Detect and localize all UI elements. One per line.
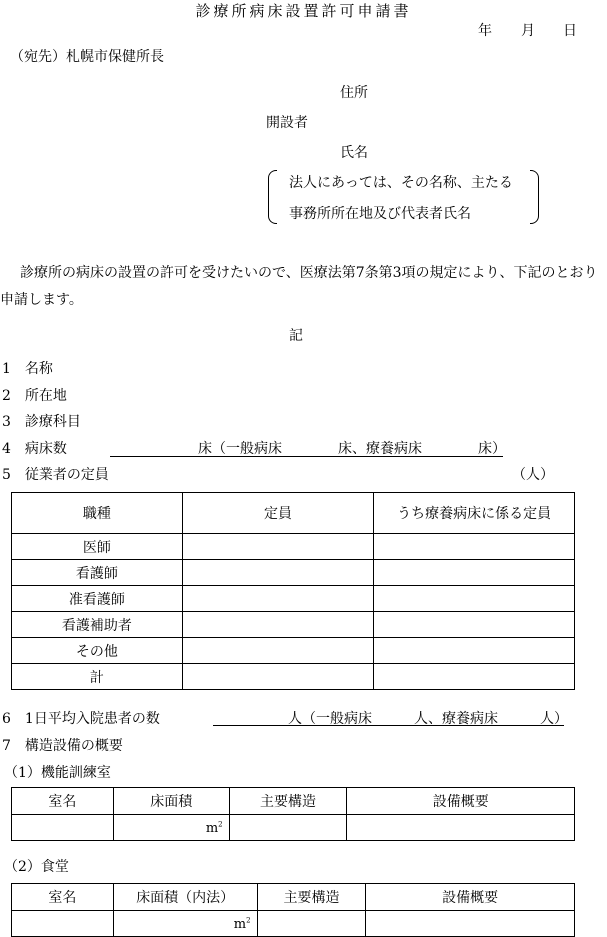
staff-row-label: 計	[12, 664, 183, 690]
staff-unit: （人）	[512, 467, 554, 483]
staff-cell[interactable]	[374, 664, 575, 690]
staff-row-label: 看護補助者	[12, 612, 183, 638]
training-header-room: 室名	[12, 788, 114, 815]
dining-room-label: （2）食堂	[4, 859, 69, 875]
dining-area-cell[interactable]	[113, 911, 257, 937]
corporation-note-line1: 法人にあっては、その名称、主たる	[289, 175, 513, 191]
staff-cell[interactable]	[182, 560, 374, 586]
staff-table	[11, 492, 575, 690]
name-label: 氏名	[340, 145, 368, 161]
square-meter-unit: $m^2$	[233, 916, 251, 932]
body-paragraph-line2: 申請します。	[0, 292, 83, 308]
founder-label: 開設者	[266, 115, 308, 131]
date-year: 年	[478, 23, 492, 39]
dining-cell[interactable]	[366, 911, 575, 937]
dining-cell[interactable]	[12, 911, 114, 937]
date-day: 日	[563, 23, 577, 39]
training-header-equipment: 設備概要	[347, 788, 575, 815]
date-month: 月	[521, 23, 535, 39]
ki-heading: 記	[289, 328, 303, 344]
staff-header-capacity: 定員	[182, 493, 374, 534]
training-cell[interactable]	[229, 815, 347, 841]
page-title: 診療所病床設置許可申請書	[195, 2, 412, 20]
item-structure-label: 7 構造設備の概要	[2, 738, 123, 754]
staff-header-job: 職種	[12, 493, 183, 534]
staff-header-longterm: うち療養病床に係る定員	[374, 493, 575, 534]
dining-header-equipment: 設備概要	[366, 884, 575, 911]
staff-cell[interactable]	[182, 534, 374, 560]
item-bed-count-value: 床（一般病床 床、療養病床 床）	[198, 441, 506, 457]
training-cell[interactable]	[12, 815, 114, 841]
item-staff-label: 5 従業者の定員	[2, 467, 109, 483]
staff-row-label: 准看護師	[12, 586, 183, 612]
staff-row-label: 医師	[12, 534, 183, 560]
left-bracket	[268, 170, 277, 224]
body-paragraph-line1: 診療所の病床の設置の許可を受けたいので、医療法第7条第3項の規定により、下記のとおり	[20, 265, 598, 281]
staff-cell[interactable]	[182, 664, 374, 690]
dining-table	[11, 883, 575, 937]
training-room-label: （1）機能訓練室	[4, 765, 111, 781]
addressee: （宛先）札幌市保健所長	[10, 49, 164, 65]
dining-header-area: 床面積（内法）	[113, 884, 257, 911]
square-meter-unit: $m^2$	[205, 820, 223, 836]
training-header-area: 床面積	[113, 788, 229, 815]
dining-header-room: 室名	[12, 884, 114, 911]
item-avg-patients-value: 人（一般病床 人、療養病床 人）	[288, 711, 568, 727]
staff-cell[interactable]	[374, 612, 575, 638]
dining-cell[interactable]	[257, 911, 366, 937]
address-label: 住所	[340, 85, 368, 101]
item-departments: 3 診療科目	[2, 414, 81, 430]
staff-cell[interactable]	[374, 534, 575, 560]
training-cell[interactable]	[347, 815, 575, 841]
avg-patients-underline	[213, 725, 564, 726]
item-location: 2 所在地	[2, 388, 67, 404]
training-area-cell[interactable]	[113, 815, 229, 841]
item-bed-count-label: 4 病床数	[2, 441, 67, 457]
staff-row-label: その他	[12, 638, 183, 664]
bed-count-underline	[110, 456, 503, 457]
staff-cell[interactable]	[182, 586, 374, 612]
staff-cell[interactable]	[182, 638, 374, 664]
staff-cell[interactable]	[374, 560, 575, 586]
staff-row-label: 看護師	[12, 560, 183, 586]
dining-header-structure: 主要構造	[257, 884, 366, 911]
staff-cell[interactable]	[182, 612, 374, 638]
training-room-table	[11, 787, 575, 841]
item-name: 1 名称	[2, 361, 53, 377]
right-bracket	[530, 170, 539, 224]
staff-cell[interactable]	[374, 638, 575, 664]
corporation-note-line2: 事務所所在地及び代表者氏名	[289, 206, 471, 222]
training-header-structure: 主要構造	[229, 788, 347, 815]
item-avg-patients-label: 6 1日平均入院患者の数	[2, 711, 160, 727]
staff-cell[interactable]	[374, 586, 575, 612]
